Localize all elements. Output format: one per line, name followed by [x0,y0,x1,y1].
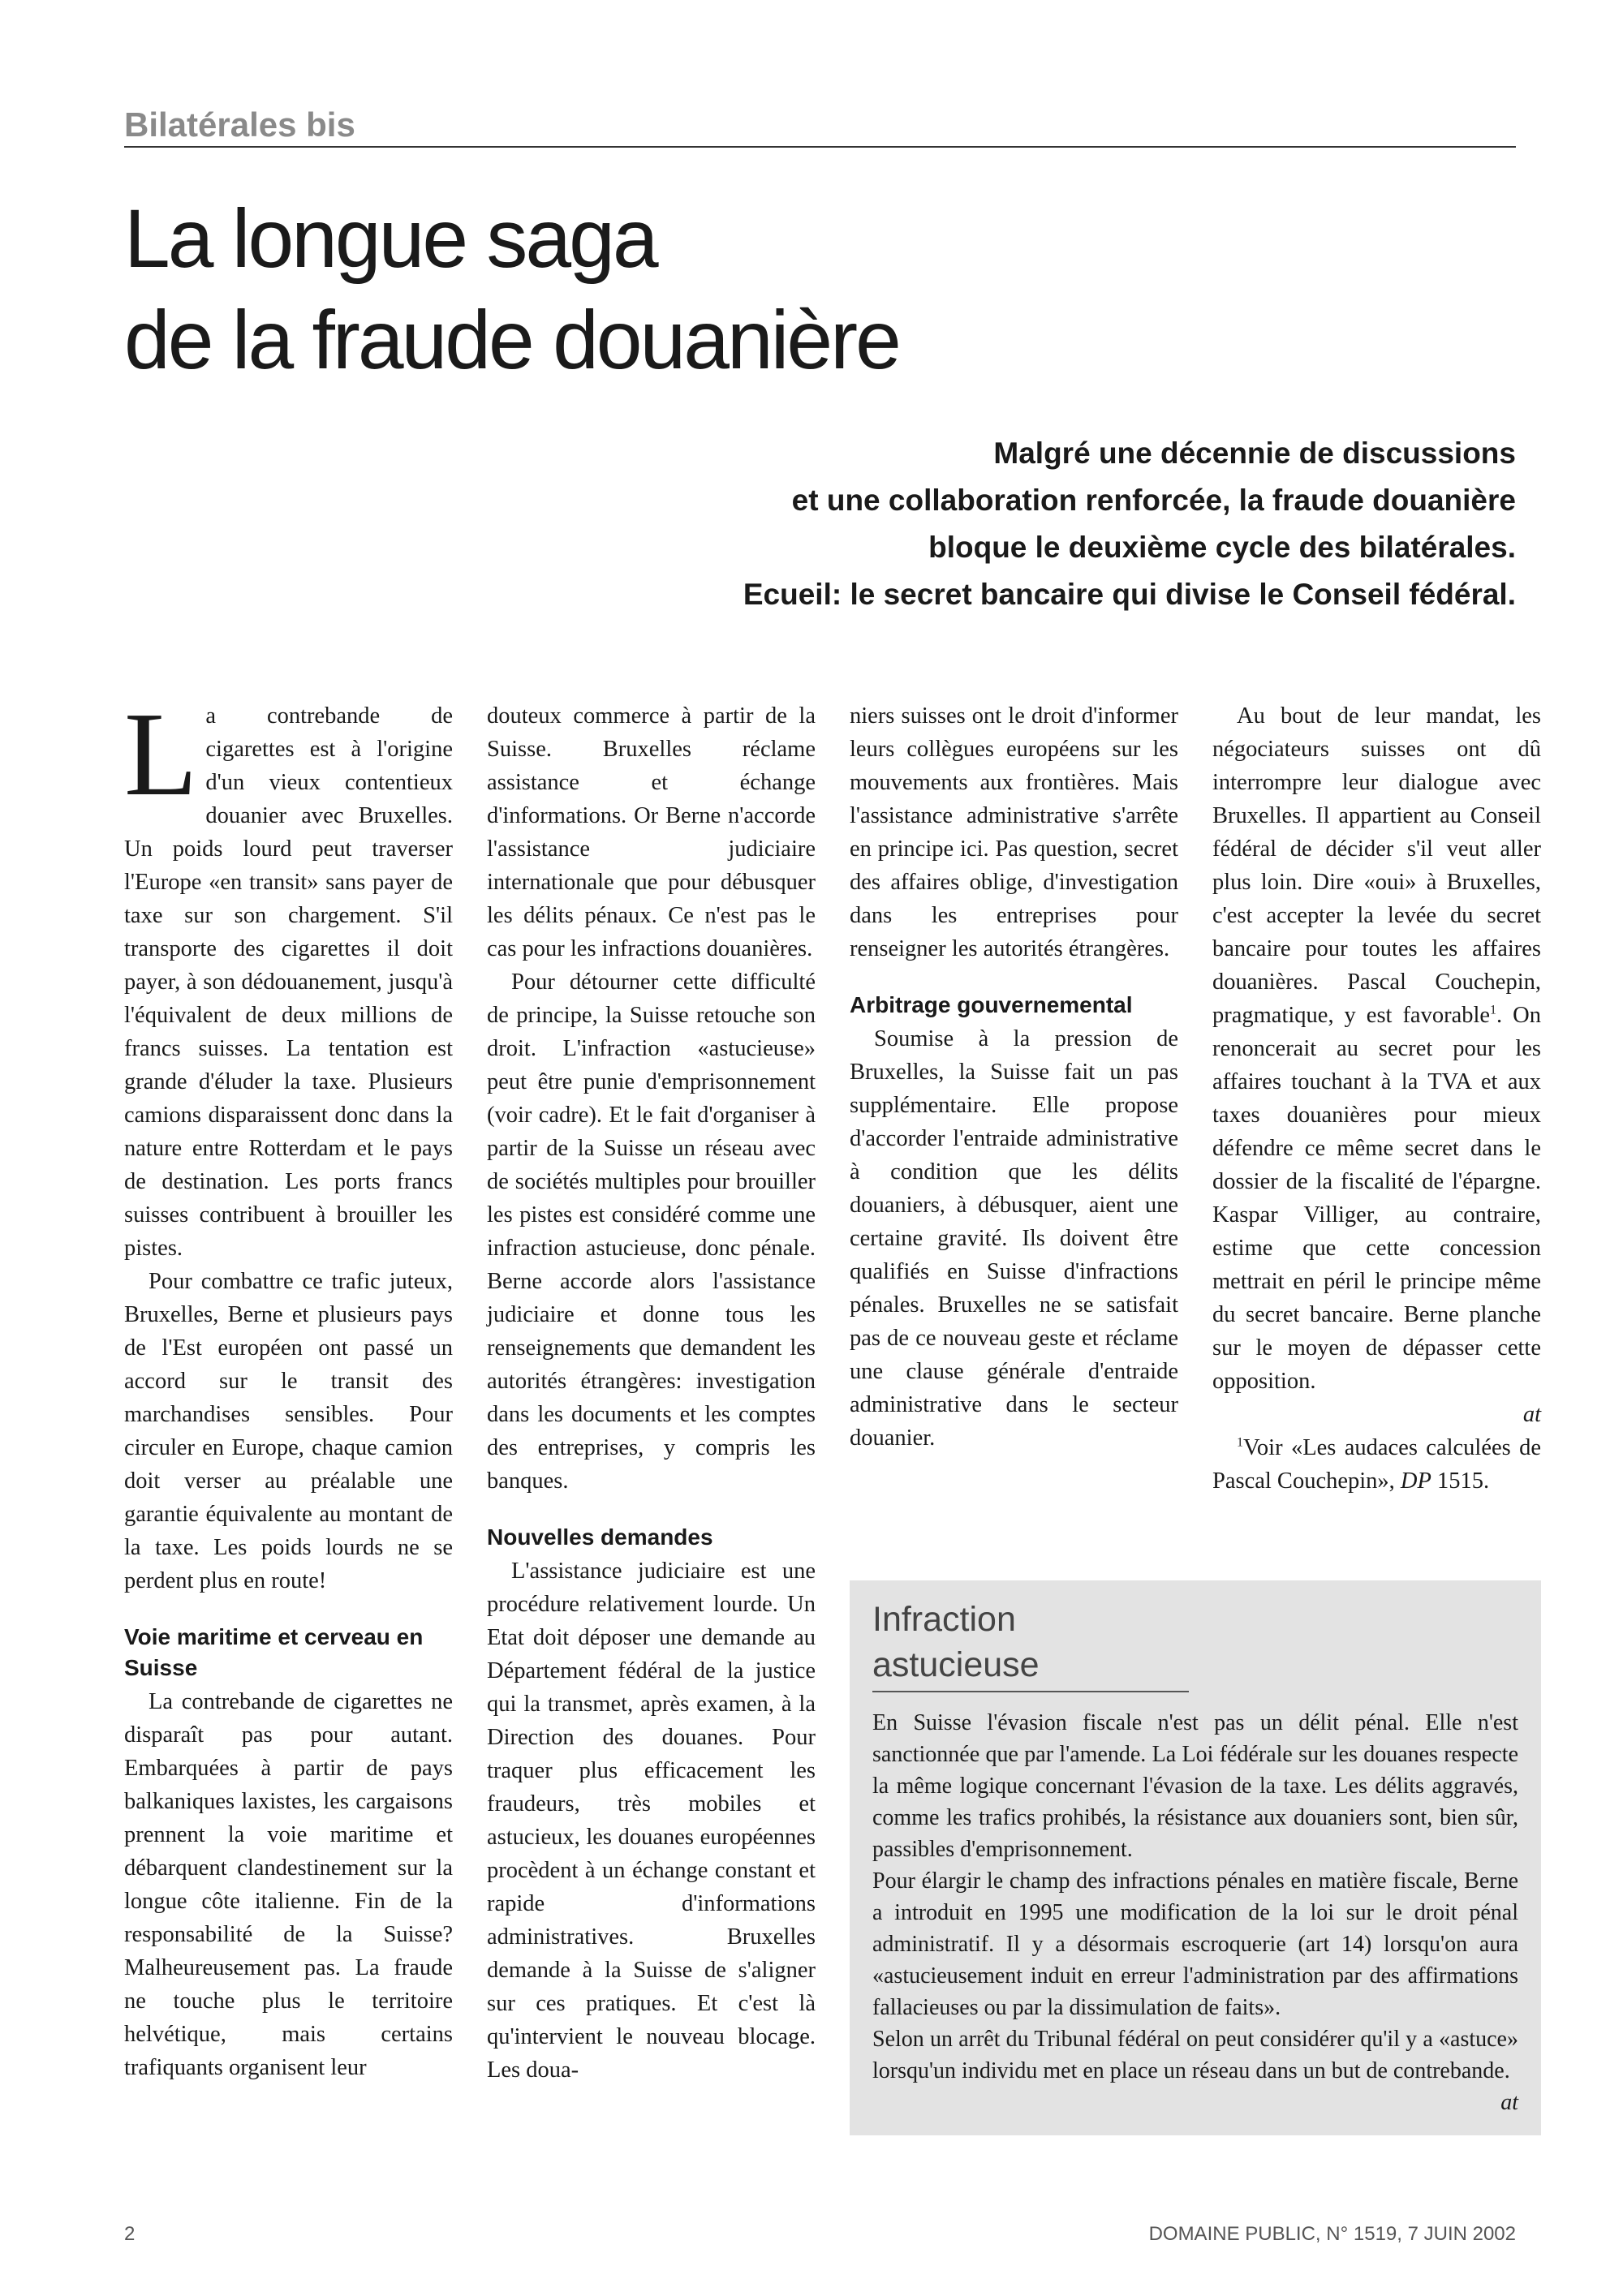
page-number: 2 [124,2223,136,2245]
headline-line-1: La longue saga [124,192,657,285]
lead-paragraph [461,430,1516,618]
box-signature: at [1500,2090,1518,2115]
lead-line-3: bloque le deuxième cycle des bilatérales. [928,531,1516,564]
subheading: Voie maritime et cerveau en Suisse [124,1624,424,1680]
section-kicker: Bilatérales bis [124,104,1516,148]
article-paragraph: Pour détourner cette difficulté de principe, la Suisse retouche son droit. L'infraction «astucieuse» peut être punie d'emprisonnement (voir cadre). Et le fait d'organiser à partir de la Suisse un réseau avec de sociétés multiples pour brouiller les pistes est considéré comme une infraction astucieuse, donc pénale. Berne accorde alors l'assistance judiciaire et donne tous les renseignements que demandent les autorités étrangères: investigation dans les documents et les comptes des entreprises, y compris les banques. [487,970,816,1494]
box-body [872,1707,1518,2118]
headline [124,188,1423,391]
sidebar-box [850,1580,1541,2135]
subheading: Nouvelles demandes [487,1524,713,1550]
lead-line-4: Ecueil: le secret bancaire qui divise le Conseil fédéral. [743,578,1516,611]
article-column-4 [1212,699,1541,1498]
lead-line-2: et une collaboration renforcée, la fraude douanière [791,484,1516,517]
article-paragraph: Pour combattre ce trafic juteux, Bruxelles, Berne et plusieurs pays de l'Est européen ont passé un accord sur le transit des marchandises sensibles. Pour circuler en Europe, chaque camion doit verser au préalable une garantie équivalente au montant de la taxe. Les poids lourds ne se perdent plus en route! [124,1269,453,1593]
lead-line-1: Malgré une décennie de discussions [993,436,1516,470]
article-paragraph: niers suisses ont le droit d'informer leurs collègues européens sur les mouvements aux frontières. Mais l'assistance administrative s'arrête en principe ici. Pas question, secret des affaires oblige, d'investigation dans les entreprises pour renseigner les autorités étrangères. [850,703,1178,961]
article-paragraph: L'assistance judiciaire est une procédure relativement lourde. Un Etat doit déposer une demande au Département fédéral de la justice qui la transmet, après examen, à la Direction des douanes. Pour traquer plus efficacement les fraudeurs, très mobiles et astucieux, les douanes européennes procèdent à un échange constant et rapide d'informations administratives. Bruxelles demande à la Suisse de s'aligner sur ces pratiques. Et c'est là qu'intervient le nouveau blocage. Les doua- [487,1559,816,2083]
article-paragraph: douteux commerce à partir de la Suisse. Bruxelles réclame assistance et échange d'informations. Or Berne n'accorde l'assistance judiciaire internationale que pour débusquer les délits pénaux. Ce n'est pas le cas pour les infractions douanières. [487,703,816,961]
headline-line-2: de la fraude douanière [124,294,899,386]
article-paragraph: Au bout de leur mandat, les négociateurs suisses ont dû interrompre leur dialogue avec Bruxelles. Il appartient au Conseil fédéral de décider s'il veut aller plus loin. Dire «oui» à Bruxelles, c'est accepter la levée du secret bancaire pour toutes les affaires douanières. Pascal Couchepin, pragmatique, y est favorable$^1$. On renoncerait au secret pour les affaires touchant à la TVA et aux taxes douanières pour mieux défendre ce même secret dans le dossier de la fiscalité de l'épargne. Kaspar Villiger, au contraire, estime que cette concession mettrait en péril le principe même du secret bancaire. Berne planche sur le moyen de dépasser cette opposition. at [1212,699,1541,1431]
article-column-2 [487,699,816,2087]
article-paragraph: Soumise à la pression de Bruxelles, la Suisse fait un pas supplémentaire. Elle propose d'accorder l'entraide administrative à condition que les délits douaniers, à débusquer, aient une certaine gravité. Ils doivent être qualifiés en Suisse d'infractions pénales. Bruxelles ne se satisfait pas de ce nouveau geste et réclame une clause générale d'entraide administrative dans le secteur douanier. [850,1026,1178,1451]
drop-cap: L [124,688,198,821]
article-column-3 [850,699,1178,1455]
publication-info: DOMAINE PUBLIC, N° 1519, 7 JUIN 2002 [1148,2223,1516,2245]
subheading: Arbitrage gouvernemental [850,992,1133,1017]
box-paragraph: En Suisse l'évasion fiscale n'est pas un délit pénal. Elle n'est sanctionnée que par l'amende. La Loi fédérale sur les douanes respecte la même logique concernant l'évasion de la taxe. Les délits aggravés, comme les trafics prohibés, la résistance aux douaniers sont, bien sûr, passibles d'emprisonnement. [872,1710,1518,1862]
article-paragraph: La contrebande de cigarettes ne disparaît pas pour autant. Embarquées à partir de pays balkaniques laxistes, les cargaisons prennent la voie maritime et débarquent clandestinement sur la longue côte italienne. Fin de la responsabilité de la Suisse? Malheureusement pas. La fraude ne touche plus le territoire helvétique, mais certains trafiquants organisent leur [124,1689,453,2080]
box-paragraph: Pour élargir le champ des infractions pénales en matière fiscale, Berne a introduit en 1995 une modification de la loi sur le droit pénal administratif. Il y a désormais escroquerie (art 14) lorsqu'on aura «astucieusement induit en erreur l'administration par des affirmations fallacieuses ou par la dissimulation de faits». [872,1868,1518,2020]
footnote: $^1$Voir «Les audaces calculées de Pascal Couchepin», DP 1515. [1212,1435,1541,1494]
footnote-ref: 1 [1490,1003,1497,1017]
box-paragraph: Selon un arrêt du Tribunal fédéral on peut considérer qu'il y a «astuce» lorsqu'un individu met en place un réseau dans un but de contrebande. at [872,2023,1518,2118]
box-title: Infraction astucieuse [872,1597,1189,1692]
article-paragraph: La contrebande de cigarettes est à l'origine d'un vieux contentieux douanier avec Bruxelles. Un poids lourd peut traverser l'Europe «en transit» sans payer de taxe sur son chargement. S'il transporte des cigarettes il doit payer, à son dédouanement, jusqu'à l'équivalent de deux millions de francs suisses. La tentation est grande d'éluder la taxe. Plusieurs camions disparaissent donc dans la nature entre Rotterdam et le pays de destination. Les ports francs suisses contribuent à brouiller les pistes. [124,688,453,1261]
article-column-1 [124,688,453,2084]
author-signature: at [1522,1402,1541,1427]
